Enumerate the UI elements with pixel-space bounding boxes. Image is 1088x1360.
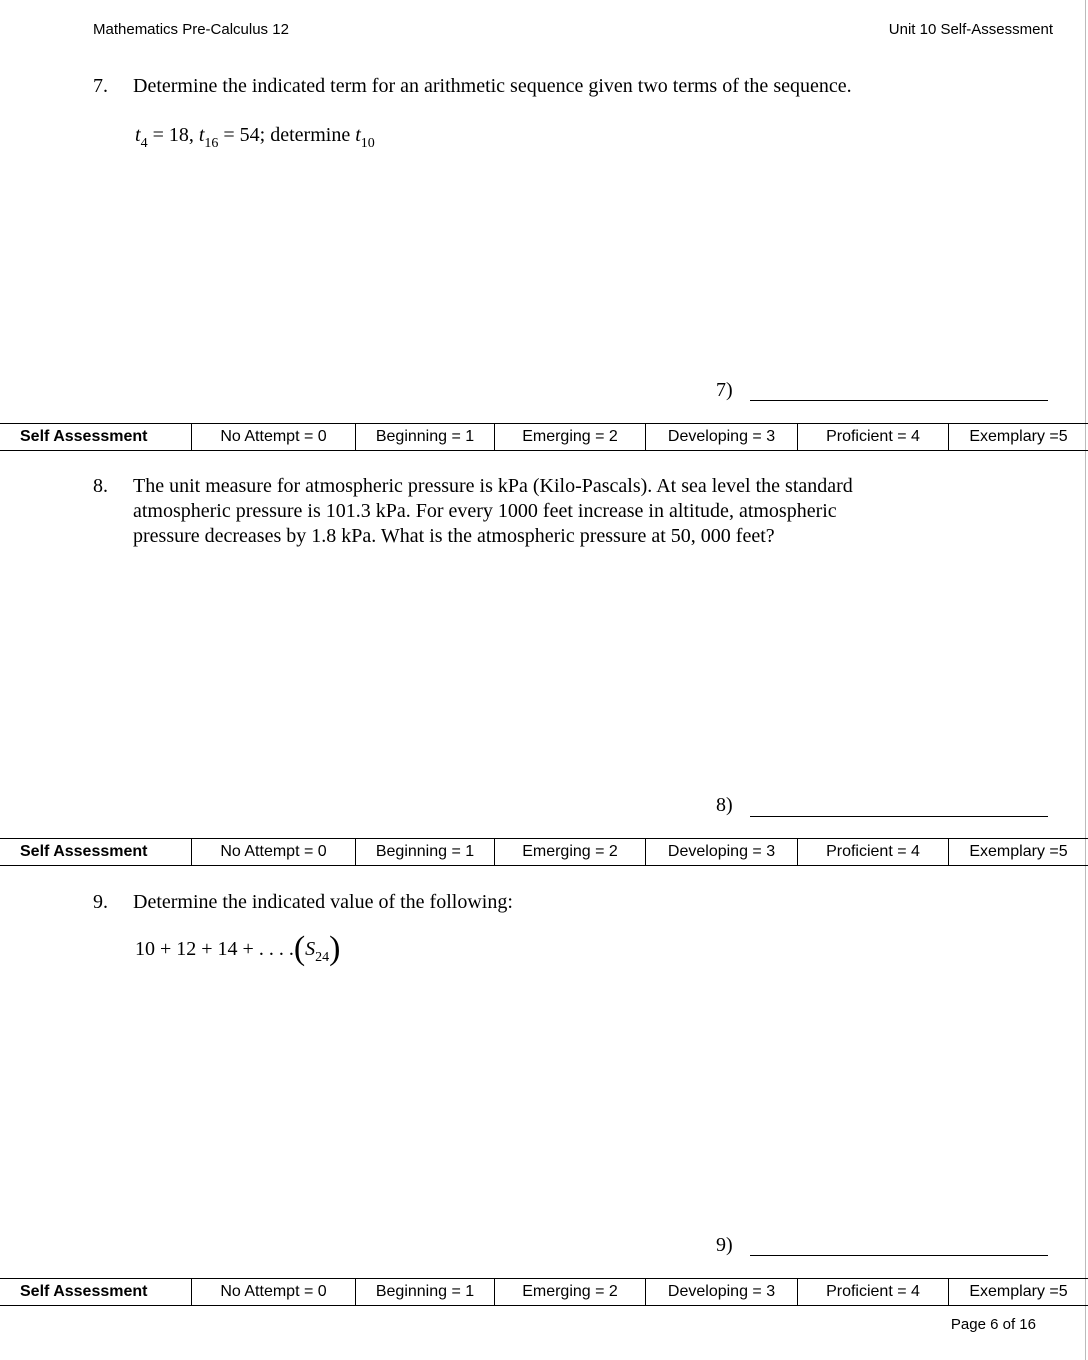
level-no-attempt[interactable]: No Attempt = 0 — [191, 839, 355, 865]
course-title: Mathematics Pre-Calculus 12 — [93, 21, 289, 38]
question-text-line: pressure decreases by 1.8 kPa. What is the atmospheric pressure at 50, 000 feet? — [133, 525, 775, 547]
subscript: 4 — [140, 136, 148, 151]
answer-line-8[interactable] — [750, 816, 1048, 817]
subscript: 24 — [315, 950, 330, 965]
level-beginning[interactable]: Beginning = 1 — [355, 1279, 494, 1305]
self-assessment-title: Self Assessment — [20, 843, 148, 860]
level-proficient[interactable]: Proficient = 4 — [797, 424, 948, 450]
level-no-attempt[interactable]: No Attempt = 0 — [191, 1279, 355, 1305]
level-beginning[interactable]: Beginning = 1 — [355, 424, 494, 450]
level-developing[interactable]: Developing = 3 — [645, 424, 797, 450]
subscript: 16 — [204, 136, 219, 151]
self-assessment-row-8 — [0, 838, 1088, 866]
self-assessment-row-9 — [0, 1278, 1088, 1306]
question-7-math — [135, 124, 375, 151]
page-edge — [1085, 0, 1086, 1360]
sum-symbol: S — [305, 938, 316, 960]
level-emerging[interactable]: Emerging = 2 — [494, 424, 645, 450]
self-assessment-title: Self Assessment — [20, 1283, 148, 1300]
level-exemplary[interactable]: Exemplary =5 — [948, 839, 1088, 865]
answer-label-7: 7) — [716, 379, 733, 401]
close-paren: ) — [329, 930, 341, 967]
question-text: Determine the indicated term for an arithmetic sequence given two terms of the sequence. — [133, 75, 852, 97]
question-number: 9. — [93, 891, 108, 913]
answer-line-9[interactable] — [750, 1255, 1048, 1256]
question-number: 7. — [93, 75, 108, 97]
level-developing[interactable]: Developing = 3 — [645, 839, 797, 865]
level-proficient[interactable]: Proficient = 4 — [797, 1279, 948, 1305]
question-text-line: The unit measure for atmospheric pressure is kPa (Kilo-Pascals). At sea level the standard — [133, 475, 853, 497]
self-assessment-row-7 — [0, 423, 1088, 451]
equation-part: = 18, — [147, 124, 199, 146]
level-emerging[interactable]: Emerging = 2 — [494, 1279, 645, 1305]
question-text-line: atmospheric pressure is 101.3 kPa. For every 1000 feet increase in altitude, atmospheric — [133, 500, 837, 522]
answer-label-9: 9) — [716, 1234, 733, 1256]
level-developing[interactable]: Developing = 3 — [645, 1279, 797, 1305]
question-text: Determine the indicated value of the following: — [133, 891, 513, 913]
term-symbol: t — [135, 124, 141, 146]
equation-part: = 54; determine — [218, 124, 356, 146]
page-number: Page 6 of 16 — [950, 1316, 1036, 1333]
level-emerging[interactable]: Emerging = 2 — [494, 839, 645, 865]
question-9-math — [135, 926, 341, 967]
self-assessment-title: Self Assessment — [20, 428, 148, 445]
question-number: 8. — [93, 475, 108, 497]
level-proficient[interactable]: Proficient = 4 — [797, 839, 948, 865]
open-paren: ( — [293, 930, 306, 967]
term-symbol: t — [355, 124, 361, 146]
unit-title: Unit 10 Self-Assessment — [888, 21, 1053, 38]
term-symbol: t — [198, 124, 205, 146]
answer-line-7[interactable] — [750, 400, 1048, 401]
level-exemplary[interactable]: Exemplary =5 — [948, 1279, 1088, 1305]
level-no-attempt[interactable]: No Attempt = 0 — [191, 424, 355, 450]
series-expression: 10 + 12 + 14 + . . . . — [135, 938, 294, 960]
level-beginning[interactable]: Beginning = 1 — [355, 839, 494, 865]
answer-label-8: 8) — [716, 794, 733, 816]
level-exemplary[interactable]: Exemplary =5 — [948, 424, 1088, 450]
subscript: 10 — [360, 136, 375, 151]
